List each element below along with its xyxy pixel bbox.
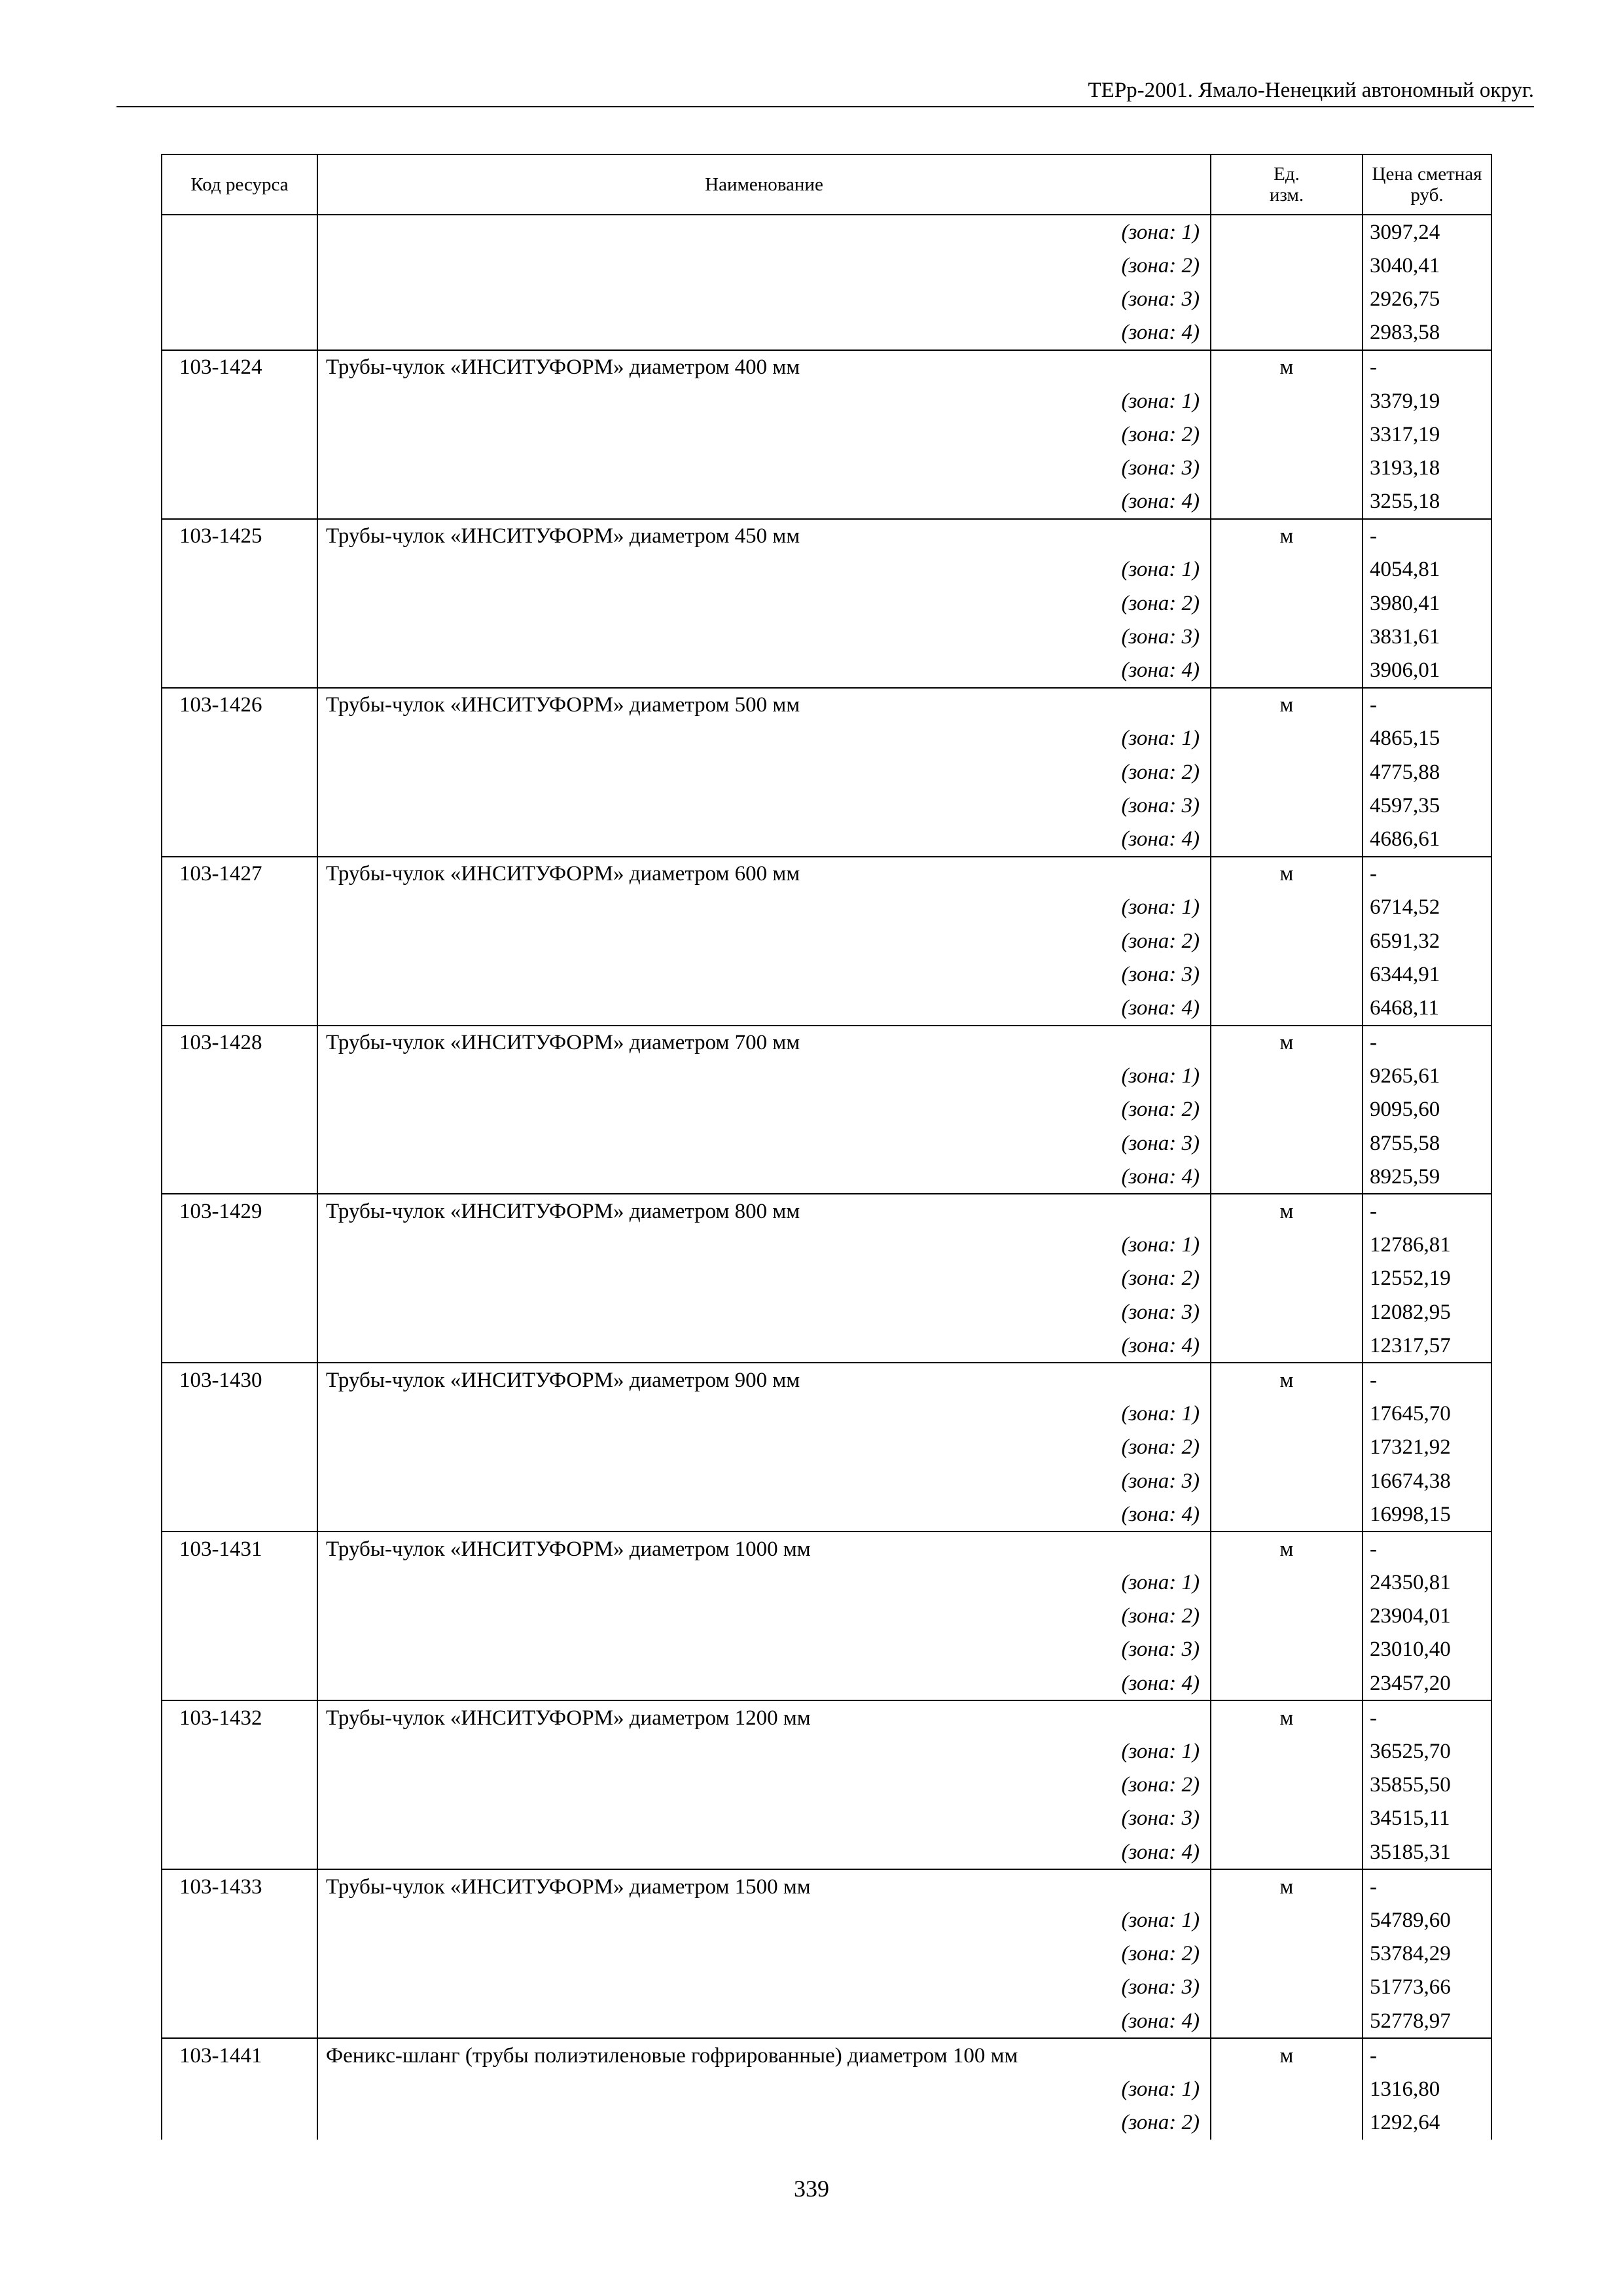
code-cell-empty: [162, 1431, 317, 1464]
zone-price: 16674,38: [1363, 1464, 1491, 1498]
code-cell-empty: [162, 1566, 317, 1600]
zone-label: (зона: 2): [317, 1768, 1211, 1802]
code-cell-empty: [162, 1329, 317, 1363]
zone-price: 4597,35: [1363, 789, 1491, 822]
code-cell-empty: [162, 1498, 317, 1532]
zone-row: [162, 1431, 1491, 1464]
unit-cell-empty: [1211, 1971, 1363, 2004]
zone-price: 3097,24: [1363, 215, 1491, 249]
base-price: -: [1363, 857, 1491, 891]
unit-cell-empty: [1211, 1229, 1363, 1262]
zone-row: [162, 822, 1491, 856]
unit-cell-empty: [1211, 1600, 1363, 1633]
zone-label: (зона: 2): [317, 2106, 1211, 2140]
zone-label: (зона: 2): [317, 755, 1211, 789]
resource-code: 103-1425: [162, 519, 317, 553]
resource-name: Трубы-чулок «ИНСИТУФОРМ» диаметром 500 мм: [317, 688, 1211, 722]
unit-cell-empty: [1211, 1093, 1363, 1126]
column-header-code: Код ресурса: [162, 154, 317, 215]
code-cell-empty: [162, 1734, 317, 1768]
resource-name: Трубы-чулок «ИНСИТУФОРМ» диаметром 1000 мм: [317, 1532, 1211, 1566]
zone-price: 2983,58: [1363, 316, 1491, 350]
code-cell-empty: [162, 215, 317, 249]
zone-label: (зона: 4): [317, 1329, 1211, 1363]
base-price: -: [1363, 1869, 1491, 1903]
unit-cell-empty: [1211, 1295, 1363, 1329]
base-price: -: [1363, 1532, 1491, 1566]
zone-label: (зона: 1): [317, 1903, 1211, 1937]
zone-row: [162, 485, 1491, 519]
code-cell-empty: [162, 991, 317, 1025]
zone-label: (зона: 1): [317, 215, 1211, 249]
table-row: [162, 2038, 1491, 2072]
zone-row: [162, 1666, 1491, 1700]
zone-label: (зона: 1): [317, 384, 1211, 418]
zone-label: (зона: 1): [317, 1734, 1211, 1768]
zone-row: [162, 1126, 1491, 1160]
code-cell-empty: [162, 1802, 317, 1835]
zone-label: (зона: 1): [317, 722, 1211, 755]
unit-cell-empty: [1211, 1464, 1363, 1498]
zone-label: (зона: 4): [317, 1498, 1211, 1532]
zone-price: 23010,40: [1363, 1633, 1491, 1666]
code-cell-empty: [162, 1835, 317, 1869]
base-price: -: [1363, 350, 1491, 384]
base-price: -: [1363, 1363, 1491, 1397]
zone-price: 4865,15: [1363, 722, 1491, 755]
resource-name: Трубы-чулок «ИНСИТУФОРМ» диаметром 1500 мм: [317, 1869, 1211, 1903]
unit-of-measure: м: [1211, 350, 1363, 384]
unit-of-measure: м: [1211, 2038, 1363, 2072]
zone-label: (зона: 4): [317, 485, 1211, 519]
zone-label: (зона: 3): [317, 1464, 1211, 1498]
unit-cell-empty: [1211, 1397, 1363, 1431]
code-cell-empty: [162, 755, 317, 789]
resource-code: 103-1430: [162, 1363, 317, 1397]
zone-label: (зона: 2): [317, 418, 1211, 451]
zone-price: 2926,75: [1363, 282, 1491, 315]
zone-price: 53784,29: [1363, 1937, 1491, 1971]
unit-cell-empty: [1211, 1768, 1363, 1802]
zone-label: (зона: 4): [317, 2004, 1211, 2038]
zone-row: [162, 1397, 1491, 1431]
zone-row: [162, 1329, 1491, 1363]
table-row: [162, 1700, 1491, 1734]
price-header-line2: руб.: [1410, 185, 1444, 206]
zone-label: (зона: 4): [317, 1835, 1211, 1869]
resource-code: 103-1428: [162, 1026, 317, 1060]
code-cell-empty: [162, 1464, 317, 1498]
zone-label: (зона: 2): [317, 586, 1211, 620]
table-row: [162, 1194, 1491, 1228]
unit-cell-empty: [1211, 1126, 1363, 1160]
code-cell-empty: [162, 1903, 317, 1937]
unit-cell-empty: [1211, 2106, 1363, 2140]
zone-price: 12317,57: [1363, 1329, 1491, 1363]
zone-price: 17645,70: [1363, 1397, 1491, 1431]
zone-row: [162, 1295, 1491, 1329]
unit-cell-empty: [1211, 1060, 1363, 1093]
unit-cell-empty: [1211, 2072, 1363, 2106]
unit-cell-empty: [1211, 2004, 1363, 2038]
zone-label: (зона: 2): [317, 1093, 1211, 1126]
zone-row: [162, 249, 1491, 282]
code-cell-empty: [162, 249, 317, 282]
code-cell-empty: [162, 1397, 317, 1431]
price-table: [161, 154, 1492, 2140]
unit-of-measure: м: [1211, 1026, 1363, 1060]
base-price: -: [1363, 1194, 1491, 1228]
zone-label: (зона: 1): [317, 2072, 1211, 2106]
zone-price: 35855,50: [1363, 1768, 1491, 1802]
zone-row: [162, 1060, 1491, 1093]
unit-cell-empty: [1211, 1633, 1363, 1666]
zone-price: 3255,18: [1363, 485, 1491, 519]
zone-price: 1292,64: [1363, 2106, 1491, 2140]
unit-cell-empty: [1211, 553, 1363, 586]
zone-row: [162, 1937, 1491, 1971]
code-cell-empty: [162, 1093, 317, 1126]
code-cell-empty: [162, 1666, 317, 1700]
zone-row: [162, 991, 1491, 1025]
resource-name: Трубы-чулок «ИНСИТУФОРМ» диаметром 400 мм: [317, 350, 1211, 384]
table-body: [162, 215, 1491, 2140]
unit-of-measure: м: [1211, 1700, 1363, 1734]
zone-price: 23457,20: [1363, 1666, 1491, 1700]
code-cell-empty: [162, 822, 317, 856]
resource-code: 103-1429: [162, 1194, 317, 1228]
zone-price: 52778,97: [1363, 2004, 1491, 2038]
zone-row: [162, 1768, 1491, 1802]
zone-price: 3193,18: [1363, 451, 1491, 484]
resource-name: Трубы-чулок «ИНСИТУФОРМ» диаметром 800 мм: [317, 1194, 1211, 1228]
base-price: -: [1363, 1700, 1491, 1734]
zone-price: 6344,91: [1363, 958, 1491, 991]
zone-label: (зона: 3): [317, 1126, 1211, 1160]
unit-of-measure: м: [1211, 1532, 1363, 1566]
zone-price: 9095,60: [1363, 1093, 1491, 1126]
zone-price: 3980,41: [1363, 586, 1491, 620]
unit-cell-empty: [1211, 249, 1363, 282]
zone-row: [162, 1229, 1491, 1262]
zone-label: (зона: 1): [317, 1229, 1211, 1262]
unit-of-measure: м: [1211, 519, 1363, 553]
unit-of-measure: м: [1211, 1363, 1363, 1397]
code-cell-empty: [162, 586, 317, 620]
zone-label: (зона: 2): [317, 249, 1211, 282]
zone-row: [162, 1802, 1491, 1835]
zone-price: 9265,61: [1363, 1060, 1491, 1093]
zone-row: [162, 1566, 1491, 1600]
unit-cell-empty: [1211, 1802, 1363, 1835]
zone-row: [162, 1835, 1491, 1869]
table-row: [162, 1532, 1491, 1566]
zone-label: (зона: 4): [317, 991, 1211, 1025]
zone-row: [162, 451, 1491, 484]
zone-row: [162, 924, 1491, 958]
unit-cell-empty: [1211, 316, 1363, 350]
unit-cell-empty: [1211, 1262, 1363, 1295]
resource-code: 103-1431: [162, 1532, 317, 1566]
code-cell-empty: [162, 2072, 317, 2106]
zone-row: [162, 722, 1491, 755]
zone-label: (зона: 2): [317, 1262, 1211, 1295]
zone-label: (зона: 3): [317, 1295, 1211, 1329]
base-price: -: [1363, 519, 1491, 553]
zone-row: [162, 282, 1491, 315]
code-cell-empty: [162, 282, 317, 315]
zone-price: 4686,61: [1363, 822, 1491, 856]
zone-price: 6468,11: [1363, 991, 1491, 1025]
zone-label: (зона: 3): [317, 789, 1211, 822]
unit-cell-empty: [1211, 822, 1363, 856]
code-cell-empty: [162, 553, 317, 586]
resource-code: 103-1433: [162, 1869, 317, 1903]
resource-code: 103-1426: [162, 688, 317, 722]
zone-row: [162, 891, 1491, 924]
resource-name: Трубы-чулок «ИНСИТУФОРМ» диаметром 1200 мм: [317, 1700, 1211, 1734]
zone-price: 3317,19: [1363, 418, 1491, 451]
unit-cell-empty: [1211, 991, 1363, 1025]
base-price: -: [1363, 688, 1491, 722]
code-cell-empty: [162, 653, 317, 687]
code-cell-empty: [162, 958, 317, 991]
code-cell-empty: [162, 451, 317, 484]
zone-label: (зона: 1): [317, 891, 1211, 924]
running-header: ТЕРр-2001. Ямало-Ненецкий автономный округ.: [1088, 79, 1534, 102]
table-row: [162, 688, 1491, 722]
resource-name: Трубы-чулок «ИНСИТУФОРМ» диаметром 900 мм: [317, 1363, 1211, 1397]
zone-label: (зона: 4): [317, 1666, 1211, 1700]
unit-cell-empty: [1211, 1160, 1363, 1194]
unit-header-line1: Ед.: [1274, 164, 1300, 185]
unit-cell-empty: [1211, 924, 1363, 958]
code-cell-empty: [162, 1262, 317, 1295]
zone-row: [162, 1262, 1491, 1295]
zone-price: 6714,52: [1363, 891, 1491, 924]
zone-price: 24350,81: [1363, 1566, 1491, 1600]
zone-label: (зона: 4): [317, 653, 1211, 687]
zone-row: [162, 1633, 1491, 1666]
zone-row: [162, 1464, 1491, 1498]
zone-price: 12082,95: [1363, 1295, 1491, 1329]
zone-row: [162, 316, 1491, 350]
code-cell-empty: [162, 384, 317, 418]
code-cell-empty: [162, 2004, 317, 2038]
code-cell-empty: [162, 485, 317, 519]
zone-row: [162, 620, 1491, 653]
unit-cell-empty: [1211, 215, 1363, 249]
zone-label: (зона: 3): [317, 958, 1211, 991]
resource-code: 103-1432: [162, 1700, 317, 1734]
zone-price: 3831,61: [1363, 620, 1491, 653]
unit-cell-empty: [1211, 1666, 1363, 1700]
unit-cell-empty: [1211, 1329, 1363, 1363]
code-cell-empty: [162, 1160, 317, 1194]
code-cell-empty: [162, 1229, 317, 1262]
code-cell-empty: [162, 418, 317, 451]
zone-label: (зона: 1): [317, 553, 1211, 586]
zone-price: 36525,70: [1363, 1734, 1491, 1768]
zone-label: (зона: 3): [317, 1633, 1211, 1666]
zone-label: (зона: 3): [317, 282, 1211, 315]
zone-price: 8925,59: [1363, 1160, 1491, 1194]
zone-price: 17321,92: [1363, 1431, 1491, 1464]
code-cell-empty: [162, 1060, 317, 1093]
base-price: -: [1363, 2038, 1491, 2072]
base-price: -: [1363, 1026, 1491, 1060]
code-cell-empty: [162, 620, 317, 653]
unit-cell-empty: [1211, 722, 1363, 755]
resource-name: Феникс-шланг (трубы полиэтиленовые гофрированные) диаметром 100 мм: [317, 2038, 1211, 2072]
column-header-name: Наименование: [317, 154, 1211, 215]
zone-label: (зона: 3): [317, 620, 1211, 653]
unit-of-measure: м: [1211, 1869, 1363, 1903]
unit-cell-empty: [1211, 620, 1363, 653]
code-cell-empty: [162, 1633, 317, 1666]
zone-label: (зона: 3): [317, 1802, 1211, 1835]
resource-code: 103-1427: [162, 857, 317, 891]
table-row: [162, 519, 1491, 553]
resource-code: 103-1441: [162, 2038, 317, 2072]
zone-price: 35185,31: [1363, 1835, 1491, 1869]
zone-row: [162, 418, 1491, 451]
unit-cell-empty: [1211, 1431, 1363, 1464]
code-cell-empty: [162, 1768, 317, 1802]
zone-price: 1316,80: [1363, 2072, 1491, 2106]
zone-row: [162, 553, 1491, 586]
resource-code: 103-1424: [162, 350, 317, 384]
code-cell-empty: [162, 722, 317, 755]
zone-row: [162, 215, 1491, 249]
unit-cell-empty: [1211, 384, 1363, 418]
unit-cell-empty: [1211, 789, 1363, 822]
zone-label: (зона: 1): [317, 1060, 1211, 1093]
zone-price: 3040,41: [1363, 249, 1491, 282]
code-cell-empty: [162, 924, 317, 958]
zone-label: (зона: 2): [317, 924, 1211, 958]
unit-cell-empty: [1211, 755, 1363, 789]
zone-row: [162, 2004, 1491, 2038]
unit-cell-empty: [1211, 586, 1363, 620]
zone-price: 16998,15: [1363, 1498, 1491, 1532]
code-cell-empty: [162, 1971, 317, 2004]
zone-price: 3379,19: [1363, 384, 1491, 418]
page-number: 339: [794, 2176, 829, 2202]
zone-price: 8755,58: [1363, 1126, 1491, 1160]
zone-row: [162, 1160, 1491, 1194]
zone-row: [162, 1498, 1491, 1532]
unit-cell-empty: [1211, 1734, 1363, 1768]
column-header-unit: [1211, 154, 1363, 215]
unit-cell-empty: [1211, 485, 1363, 519]
zone-label: (зона: 4): [317, 1160, 1211, 1194]
unit-cell-empty: [1211, 1835, 1363, 1869]
unit-cell-empty: [1211, 1566, 1363, 1600]
unit-cell-empty: [1211, 1498, 1363, 1532]
zone-label: (зона: 2): [317, 1431, 1211, 1464]
unit-of-measure: м: [1211, 688, 1363, 722]
zone-row: [162, 653, 1491, 687]
zone-row: [162, 2072, 1491, 2106]
zone-label: (зона: 3): [317, 1971, 1211, 2004]
unit-cell-empty: [1211, 891, 1363, 924]
column-header-price: [1363, 154, 1491, 215]
unit-of-measure: м: [1211, 1194, 1363, 1228]
unit-cell-empty: [1211, 282, 1363, 315]
zone-row: [162, 958, 1491, 991]
zone-label: (зона: 1): [317, 1397, 1211, 1431]
unit-cell-empty: [1211, 1937, 1363, 1971]
table-row: [162, 1869, 1491, 1903]
code-cell-empty: [162, 1600, 317, 1633]
header-rule: [116, 106, 1534, 107]
table-header: [162, 154, 1491, 215]
zone-row: [162, 2106, 1491, 2140]
zone-label: (зона: 4): [317, 316, 1211, 350]
table-row: [162, 350, 1491, 384]
resource-name: Трубы-чулок «ИНСИТУФОРМ» диаметром 450 мм: [317, 519, 1211, 553]
zone-row: [162, 1971, 1491, 2004]
code-cell-empty: [162, 891, 317, 924]
zone-price: 4775,88: [1363, 755, 1491, 789]
zone-row: [162, 1903, 1491, 1937]
table-row: [162, 1026, 1491, 1060]
zone-row: [162, 1093, 1491, 1126]
code-cell-empty: [162, 789, 317, 822]
zone-row: [162, 384, 1491, 418]
unit-cell-empty: [1211, 1903, 1363, 1937]
table-row: [162, 1363, 1491, 1397]
zone-price: 34515,11: [1363, 1802, 1491, 1835]
zone-price: 12786,81: [1363, 1229, 1491, 1262]
code-cell-empty: [162, 1295, 317, 1329]
zone-label: (зона: 2): [317, 1600, 1211, 1633]
resource-name: Трубы-чулок «ИНСИТУФОРМ» диаметром 700 мм: [317, 1026, 1211, 1060]
unit-cell-empty: [1211, 958, 1363, 991]
zone-row: [162, 1600, 1491, 1633]
zone-row: [162, 789, 1491, 822]
zone-row: [162, 586, 1491, 620]
unit-header-line2: изм.: [1269, 185, 1304, 206]
zone-row: [162, 755, 1491, 789]
zone-price: 23904,01: [1363, 1600, 1491, 1633]
zone-row: [162, 1734, 1491, 1768]
zone-price: 4054,81: [1363, 553, 1491, 586]
zone-price: 3906,01: [1363, 653, 1491, 687]
code-cell-empty: [162, 316, 317, 350]
zone-label: (зона: 3): [317, 451, 1211, 484]
zone-price: 6591,32: [1363, 924, 1491, 958]
unit-of-measure: м: [1211, 857, 1363, 891]
zone-price: 51773,66: [1363, 1971, 1491, 2004]
unit-cell-empty: [1211, 653, 1363, 687]
price-header-line1: Цена сметная: [1372, 164, 1482, 185]
zone-price: 12552,19: [1363, 1262, 1491, 1295]
code-cell-empty: [162, 2106, 317, 2140]
resource-name: Трубы-чулок «ИНСИТУФОРМ» диаметром 600 мм: [317, 857, 1211, 891]
code-cell-empty: [162, 1937, 317, 1971]
unit-cell-empty: [1211, 418, 1363, 451]
zone-label: (зона: 1): [317, 1566, 1211, 1600]
zone-price: 54789,60: [1363, 1903, 1491, 1937]
code-cell-empty: [162, 1126, 317, 1160]
zone-label: (зона: 4): [317, 822, 1211, 856]
zone-label: (зона: 2): [317, 1937, 1211, 1971]
table-row: [162, 857, 1491, 891]
unit-cell-empty: [1211, 451, 1363, 484]
